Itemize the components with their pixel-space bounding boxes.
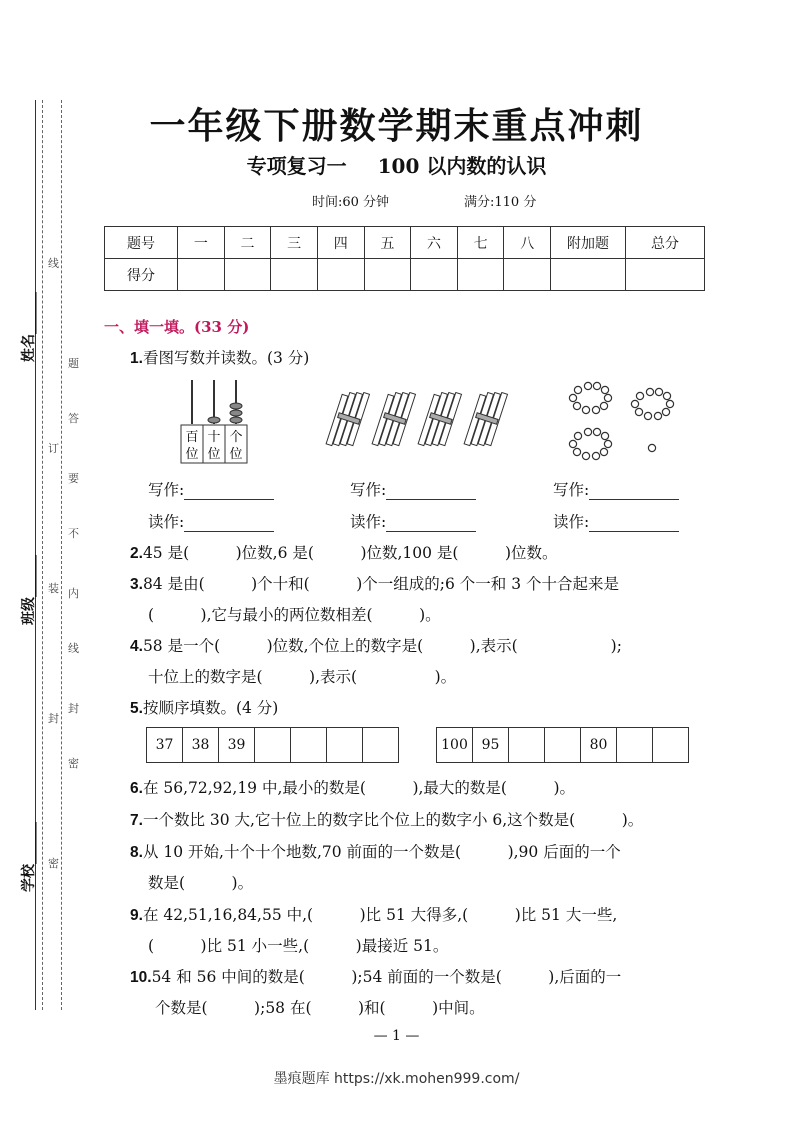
side-char: 装: [48, 582, 59, 595]
side-char: 线: [48, 257, 59, 270]
svg-text:百: 百: [185, 430, 199, 445]
score-header-cell: 总分: [626, 227, 705, 259]
question-1: 1.看图写数并读数。(3 分): [130, 349, 310, 367]
class-label: 班级______: [21, 555, 37, 625]
binding-dashed-line-2: [61, 100, 62, 1010]
svg-text:位: 位: [229, 447, 243, 462]
abacus-icon: [178, 376, 250, 466]
question-2: 2.45 是( )位数,6 是( )位数,100 是( )位数。: [130, 544, 558, 562]
q1-read-3: 读作:: [553, 510, 679, 532]
answer-line[interactable]: [589, 517, 679, 532]
side-char: 封: [48, 712, 59, 725]
score-header-cell: 五: [364, 227, 411, 259]
subtitle-topic: 100 以内数的认识: [377, 154, 547, 178]
score-table-header: [105, 227, 705, 259]
score-cell[interactable]: [411, 259, 458, 291]
score-cell[interactable]: [626, 259, 705, 291]
question-9-line2: ( )比 51 小一些,( )最接近 51。: [148, 937, 449, 955]
score-header-cell: 六: [411, 227, 458, 259]
side-warn: 不: [68, 527, 79, 540]
sequence-cell: 37: [147, 728, 183, 762]
exam-time: 时间:60 分钟: [312, 195, 390, 210]
sequence-cell[interactable]: [617, 728, 653, 762]
sequence-cell[interactable]: [545, 728, 581, 762]
bead-rings-icon: [566, 380, 706, 470]
side-warn: 要: [68, 472, 79, 485]
score-header-cell: 题号: [105, 227, 178, 259]
question-8: 8.从 10 开始,十个十个地数,70 前面的一个数是( ),90 后面的一个: [130, 843, 621, 861]
sequence-cell: 39: [219, 728, 255, 762]
svg-text:十: 十: [207, 430, 221, 445]
q1-write-1: 写作:: [148, 478, 274, 500]
question-7: 7.一个数比 30 大,它十位上的数字比个位上的数字小 6,这个数是( )。: [130, 811, 644, 829]
footer-watermark: 墨痕题库 https://xk.mohen999.com/: [273, 1071, 520, 1087]
question-10: 10.54 和 56 中间的数是( );54 前面的一个数是( ),后面的一: [130, 968, 622, 986]
side-warn: 答: [68, 412, 79, 425]
sequence-cell: 80: [581, 728, 617, 762]
score-header-cell: 四: [317, 227, 364, 259]
q1-read-1: 读作:: [148, 510, 274, 532]
score-header-cell: 三: [271, 227, 318, 259]
side-char: 密: [48, 857, 59, 870]
score-header-cell: 二: [224, 227, 271, 259]
sequence-cell[interactable]: [363, 728, 398, 762]
answer-line[interactable]: [184, 517, 274, 532]
sequence-cell[interactable]: [291, 728, 327, 762]
sequence-box-1: [146, 727, 399, 763]
score-header-cell: 一: [178, 227, 225, 259]
score-cell[interactable]: [551, 259, 626, 291]
score-cell[interactable]: [224, 259, 271, 291]
sequence-cell[interactable]: [653, 728, 688, 762]
question-10-line2: 个数是( );58 在( )和( )中间。: [155, 999, 485, 1017]
question-3-line2: ( ),它与最小的两位数相差( )。: [148, 606, 441, 624]
side-warn: 封: [68, 702, 79, 715]
score-cell[interactable]: [271, 259, 318, 291]
sequence-cell: 95: [473, 728, 509, 762]
score-cell[interactable]: [504, 259, 551, 291]
score-cell[interactable]: [364, 259, 411, 291]
svg-text:位: 位: [207, 447, 221, 462]
score-header-cell: 八: [504, 227, 551, 259]
answer-line[interactable]: [184, 485, 274, 500]
q1-write-2: 写作:: [350, 478, 476, 500]
answer-line[interactable]: [386, 485, 476, 500]
sequence-cell[interactable]: [509, 728, 545, 762]
question-8-line2: 数是( )。: [148, 874, 254, 892]
q1-read-2: 读作:: [350, 510, 476, 532]
question-4: 4.58 是一个( )位数,个位上的数字是( ),表示( );: [130, 637, 622, 655]
section-heading: 一、填一填。(33 分): [104, 318, 250, 336]
score-table: [104, 226, 705, 291]
sequence-box-2: [436, 727, 689, 763]
svg-text:个: 个: [229, 430, 243, 445]
school-label: 学校______: [21, 822, 37, 892]
exam-full-score: 满分:110 分: [464, 195, 537, 210]
svg-text:位: 位: [185, 447, 199, 462]
side-warn: 密: [68, 757, 79, 770]
score-row-label: 得分: [105, 259, 178, 291]
side-warn: 内: [68, 587, 79, 600]
question-4-line2: 十位上的数字是( ),表示( )。: [148, 668, 457, 686]
score-header-cell: 七: [457, 227, 504, 259]
answer-line[interactable]: [386, 517, 476, 532]
page-subtitle: [0, 150, 793, 179]
name-label: 姓名______: [21, 292, 37, 362]
side-char: 订: [48, 442, 59, 455]
side-warn: 线: [68, 642, 79, 655]
score-header-cell: 附加题: [551, 227, 626, 259]
sequence-cell[interactable]: [327, 728, 363, 762]
subtitle-part: 专项复习一: [246, 154, 347, 178]
q1-write-3: 写作:: [553, 478, 679, 500]
binding-dashed-line: [42, 100, 43, 1010]
score-cell[interactable]: [178, 259, 225, 291]
sequence-cell: 38: [183, 728, 219, 762]
score-cell[interactable]: [317, 259, 364, 291]
question-3: 3.84 是由( )个十和( )个一组成的;6 个一和 3 个十合起来是: [130, 575, 620, 593]
question-9: 9.在 42,51,16,84,55 中,( )比 51 大得多,( )比 51 大一些,: [130, 906, 618, 924]
question-5: 5.按顺序填数。(4 分): [130, 699, 279, 717]
question-6: 6.在 56,72,92,19 中,最小的数是( ),最大的数是( )。: [130, 779, 576, 797]
answer-line[interactable]: [589, 485, 679, 500]
score-cell[interactable]: [457, 259, 504, 291]
score-table-row: [105, 259, 705, 291]
side-warn: 题: [68, 357, 79, 370]
sequence-cell[interactable]: [255, 728, 291, 762]
stick-bundles-icon: [324, 386, 514, 456]
sequence-cell: 100: [437, 728, 473, 762]
page-number: — 1 —: [373, 1028, 420, 1044]
page-title: 一年级下册数学期末重点冲刺: [149, 106, 644, 147]
